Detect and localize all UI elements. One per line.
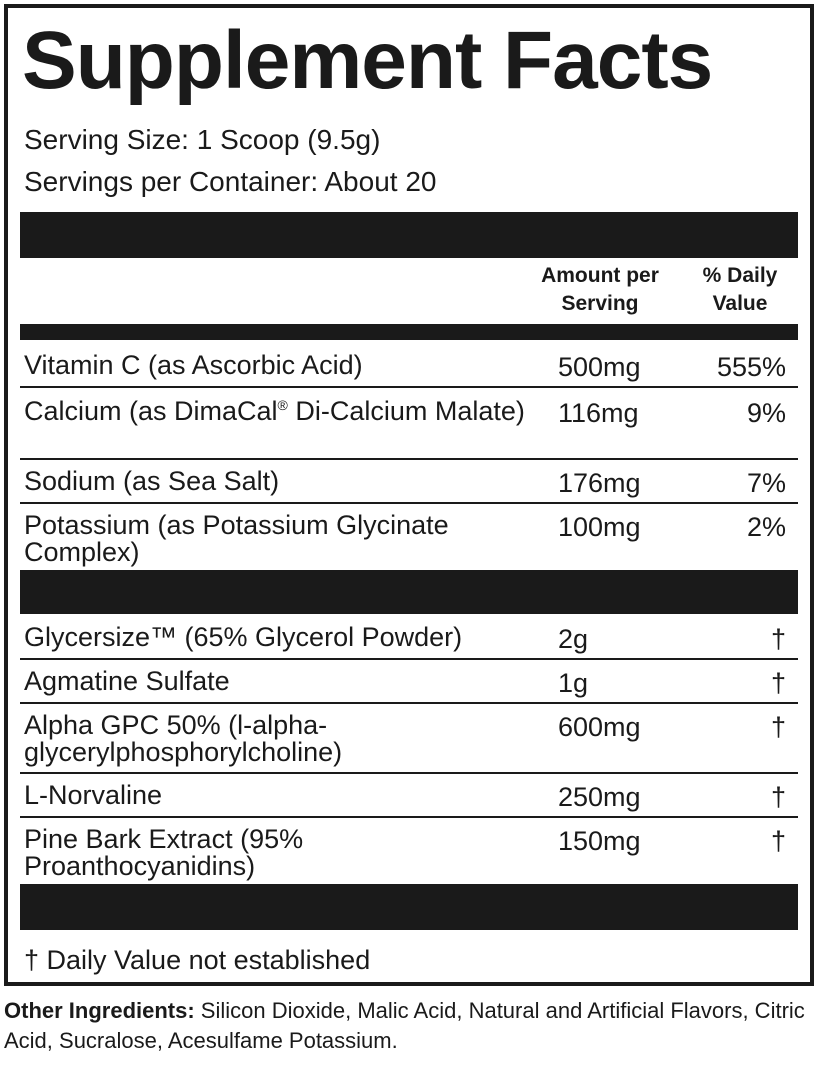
ingredient-amount: 250mg: [558, 782, 641, 812]
column-header-daily-value: % Daily Value: [702, 264, 778, 315]
row-divider: [20, 816, 798, 818]
ingredient-name: Pine Bark Extract (95% Proanthocyanidins): [24, 824, 304, 881]
ingredient-amount: 1g: [558, 668, 589, 698]
supplement-facts-panel: [4, 4, 814, 986]
nutrient-daily-value: 9%: [746, 398, 786, 428]
dagger-symbol: †: [770, 826, 786, 856]
registered-mark: ®: [277, 397, 288, 413]
nutrient-amount: 116mg: [558, 398, 639, 428]
dagger-symbol: †: [770, 782, 786, 812]
thick-divider-top: [20, 212, 798, 258]
other-ingredients-heading: Other Ingredients:: [4, 998, 195, 1023]
nutrient-amount: 176mg: [558, 468, 641, 498]
column-header-amount: Amount per Serving: [541, 264, 659, 315]
row-divider: [20, 458, 798, 460]
row-divider: [20, 772, 798, 774]
row-divider: [20, 702, 798, 704]
nutrient-name: Sodium (as Sea Salt): [24, 466, 280, 496]
nutrient-daily-value: 2%: [746, 512, 786, 542]
nutrient-daily-value: 555%: [716, 352, 786, 382]
ingredient-amount: 150mg: [558, 826, 641, 856]
thick-divider-bottom: [20, 884, 798, 930]
ingredient-name: L-Norvaline: [24, 780, 163, 810]
nutrient-amount: 500mg: [558, 352, 641, 382]
row-divider: [20, 658, 798, 660]
servings-per-container: Servings per Container: About 20: [24, 166, 437, 197]
daily-value-footnote: † Daily Value not established: [24, 945, 371, 975]
nutrient-daily-value: 7%: [746, 468, 786, 498]
nutrient-name: Potassium (as Potassium Glycinate Complex): [24, 510, 449, 567]
ingredient-amount: 2g: [558, 624, 589, 654]
ingredient-amount: 600mg: [558, 712, 641, 742]
dagger-symbol: †: [770, 712, 786, 742]
dagger-symbol: †: [770, 624, 786, 654]
row-divider: [20, 386, 798, 388]
nutrient-name: Vitamin C (as Ascorbic Acid): [24, 350, 363, 380]
dagger-symbol: †: [770, 668, 786, 698]
ingredient-name: Alpha GPC 50% (l-alpha-glycerylphosphorylcholine): [24, 710, 343, 767]
nutrient-name: Calcium (as DimaCal® Di-Calcium Malate): [24, 396, 525, 426]
row-divider: [20, 502, 798, 504]
other-ingredients: [4, 996, 816, 1056]
ingredient-name: Agmatine Sulfate: [24, 666, 230, 696]
nutrient-amount: 100mg: [558, 512, 641, 542]
panel-title: Supplement Facts: [22, 15, 713, 106]
ingredient-name: Glycersize™ (65% Glycerol Powder): [24, 622, 463, 652]
other-ingredients-text: Silicon Dioxide, Malic Acid, Natural and Artificial Flavors, Citric Acid, Sucralose, Acesulfame Potassium.: [4, 998, 805, 1053]
serving-size: Serving Size: 1 Scoop (9.5g): [24, 124, 381, 155]
thick-divider-header: [20, 324, 798, 340]
thick-divider-middle: [20, 570, 798, 614]
